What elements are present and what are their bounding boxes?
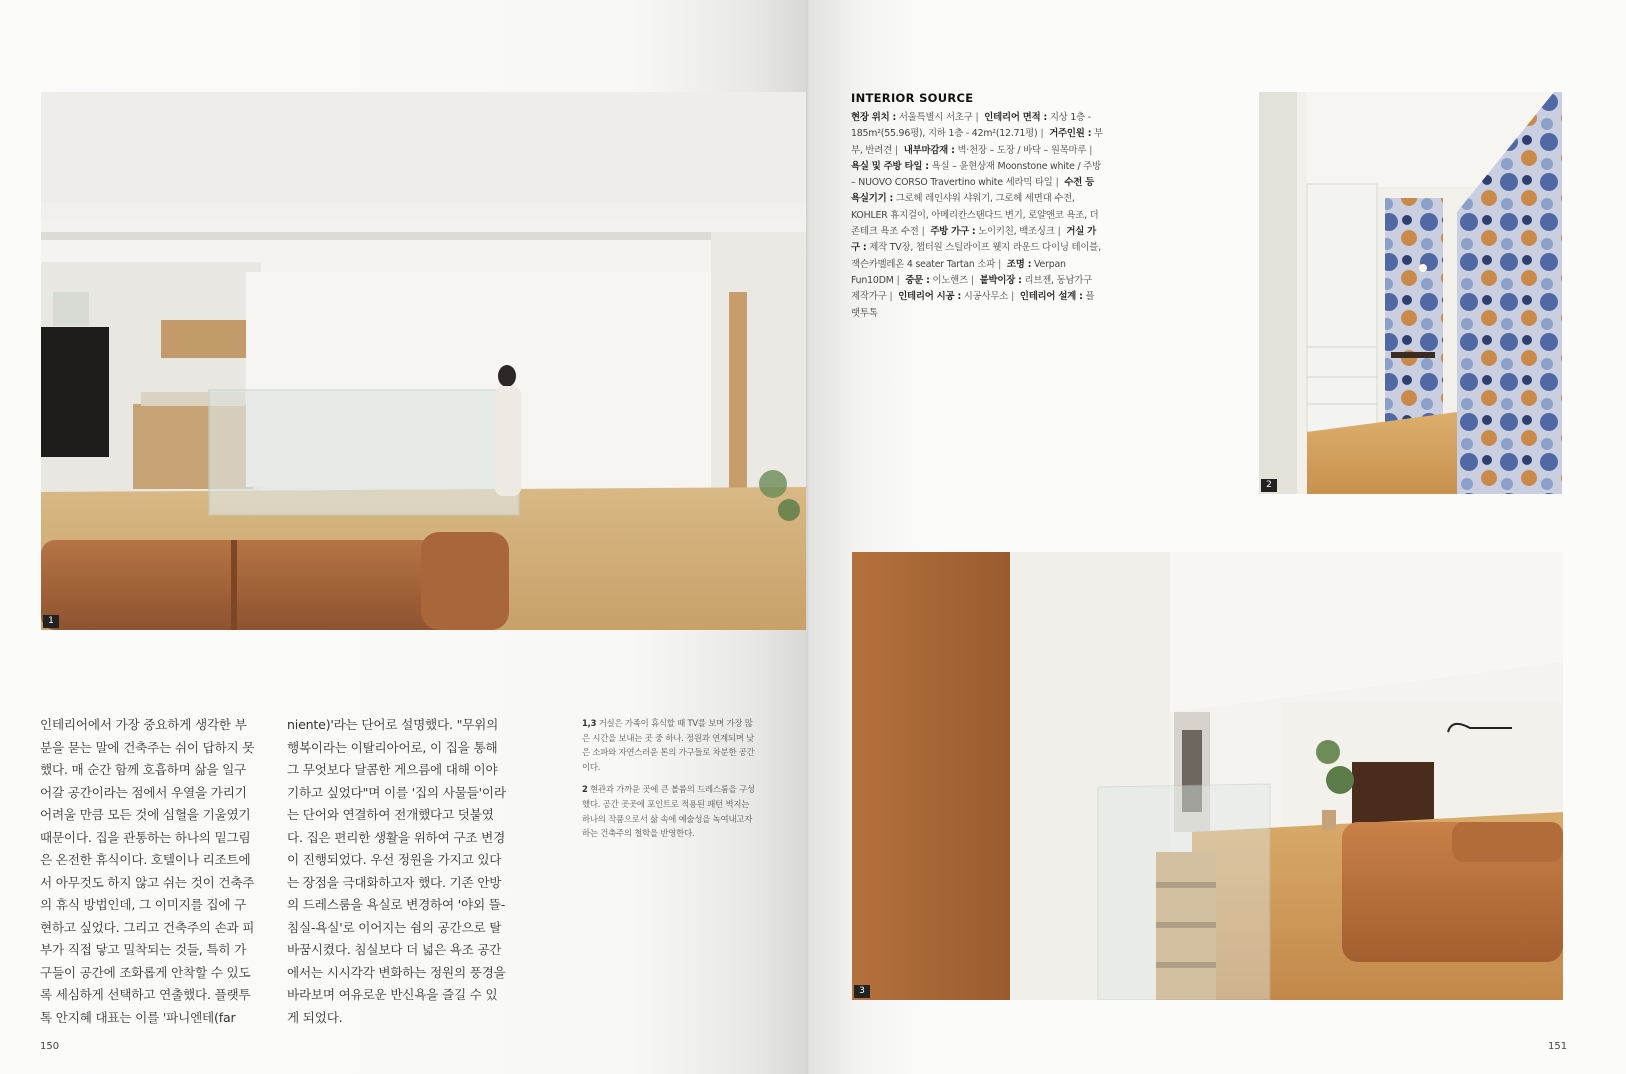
body-paragraph: niente)'라는 단어로 설명했다. "무위의 행복이라는 이탈리아어로, 이 집을 통해 그 무엇보다 달콤한 게으름에 대해 이야기하고 싶었다"며 이를 '집의 사물들'이라는 단어와 연결하여 전개했다고 덧붙였다. 집은 편리한 생활을 위하여 구조 변경이 진행되었다. 우선 정원을 가지고 있다는 장점을 극대화하고자 했다. 기존 안방의 드레스룸을 욕실로 변경하여 '야외 뜰-침실-욕실'로 이어지는 쉼의 공간으로 탈바꿈시켰다. 침실보다 더 넓은 욕조 공간에서는 시시각각 변화하는 정원의 풍경을 바라보며 여유로운 반신욕을 즐길 수 있게 되었다. (287, 717, 506, 1025)
photo-dressing-room (1259, 92, 1562, 494)
source-item: 현장 위치 : 서울특별시 서초구 (851, 112, 973, 123)
photo-number-badge: 1 (43, 615, 59, 628)
source-item: 붙박이장 : 리브젠, 동남가구 제작가구 (851, 274, 1093, 303)
source-item: 인테리어 시공 : 시공사무소 (898, 291, 1009, 303)
photo-number-badge: 2 (1261, 479, 1277, 492)
source-item: 수전 등 욕실기기 : 그로헤 레인샤워 샤워기, 그로헤 세면대 수전, KOHLER 휴지걸이, 아메리칸스탠다드 변기, 로얄앤코 욕조, 더존테크 욕조 수전 (851, 177, 1099, 238)
interior-source-title: INTERIOR SOURCE (851, 91, 974, 105)
source-item: 욕실 및 주방 타일 : 욕실 – 윤현상재 Moonstone white / 주방 – NUOVO CORSO Travertino white 세라믹 타일 (851, 160, 1101, 189)
source-item: 거실 가구 : 제작 TV장, 챕터원 스틸라이프 웻지 라운드 다이닝 테이블, 잭슨카멜레온 4 seater Tartan 소파 (851, 226, 1101, 270)
caption-text: 거실은 가족이 휴식할 때 TV를 보며 가장 많은 시간을 보내는 곳 중 하나. 정원과 연계되며 낮은 소파와 자연스러운 톤의 가구들로 차분한 공간이다. (582, 718, 755, 772)
body-paragraph: 인테리어에서 가장 중요하게 생각한 부분을 묻는 말에 건축주는 쉬이 답하지 못했다. 매 순간 함께 호흡하며 삶을 일구어갈 공간이라는 점에서 우열을 가리기 어려울 만큼 모든 것에 심혈을 기울였기 때문이다. 집을 관통하는 하나의 밑그림은 온전한 휴식이다. 호텔이나 리조트에서 아무것도 하지 않고 쉬는 것이 건축주의 휴식 방법인데, 그 이미지를 집에 구현하고 싶었다. 그리고 건축주의 손과 피부가 직접 닿고 밀착되는 것들, 특히 가구들이 공간에 조화롭게 안착할 수 있도록 세심하게 선택하고 연출했다. 플랫투톡 안지혜 대표는 이를 '파니엔테(far (40, 717, 255, 1025)
upper-hall-illustration (852, 552, 1563, 1000)
source-item: 내부마감재 : 벽·천장 – 도장 / 바닥 – 원목마루 (903, 144, 1087, 156)
source-item: 인테리어 설계 : 플랫투톡 (851, 291, 1095, 319)
source-item: 조명 : Verpan Fun10DM (851, 258, 1066, 286)
photo-number-badge: 3 (854, 985, 870, 998)
source-item: 주방 가구 : 노이키친, 백조싱크 (930, 226, 1055, 238)
page-number-right: 151 (1548, 1041, 1568, 1052)
source-item: 인테리어 면적 : 지상 1층 - 185m²(55.96평), 지하 1층 - 42m²(12.71평) (851, 112, 1091, 140)
caption-number: 1,3 (582, 718, 597, 728)
left-page (0, 0, 808, 1074)
caption-number: 2 (582, 784, 588, 795)
body-text-column-2 (287, 714, 509, 1029)
body-text-column-1 (40, 714, 258, 1029)
caption-text: 현관과 가까운 곳에 큰 볼륨의 드레스룸을 구성했다. 공간 곳곳에 포인트로 적용된 패턴 벽지는 하나의 작품으로서 삶 속에 예술성을 녹여내고자 하는 건축주의 철학을 반영한다. (582, 784, 755, 839)
photo-captions (582, 716, 757, 849)
living-room-illustration (41, 92, 809, 630)
caption-2 (582, 782, 757, 840)
source-item: 거주인원 : 부부, 반려견 (851, 128, 1103, 156)
photo-living-room (41, 92, 809, 630)
interior-source-list: 현장 위치 : 서울특별시 서초구 | 인테리어 면적 : 지상 1층 - 185m²(55.96평), 지하 1층 - 42m²(12.71평) | 거주인원 : 부부, 반려견 | 내부마감재 : 벽·천장 – 도장 / 바닥 – 원목마루 | 욕실 및 주방 타일 : 욕실 – 윤현상재 Moonstone white / 주방 – NUOVO CORSO Travertino white 세라믹 타일 | 수전 등 욕실기기 : 그로헤 레인샤워 샤워기, 그로헤 세면대 수전, KOHLER 휴지걸이, 아메리칸스탠다드 변기, 로얄앤코 욕조, 더존테크 욕조 수전 | 주방 가구 : 노이키친, 백조싱크 | 거실 가구 : 제작 TV장, 챕터원 스틸라이프 웻지 라운드 다이닝 테이블, 잭슨카멜레온 4 seater Tartan 소파 | 조명 : Verpan Fun10DM | 중문 : 이노핸즈 | 붙박이장 : 리브젠, 동남가구 제작가구 | 인테리어 시공 : 시공사무소 | 인테리어 설계 : 플랫투톡 (851, 112, 1103, 319)
caption-1 (582, 716, 757, 774)
source-item: 중문 : 이노핸즈 (905, 274, 968, 286)
dressing-room-illustration (1259, 92, 1562, 494)
photo-upper-hall (852, 552, 1563, 1000)
page-number-left: 150 (40, 1041, 60, 1052)
